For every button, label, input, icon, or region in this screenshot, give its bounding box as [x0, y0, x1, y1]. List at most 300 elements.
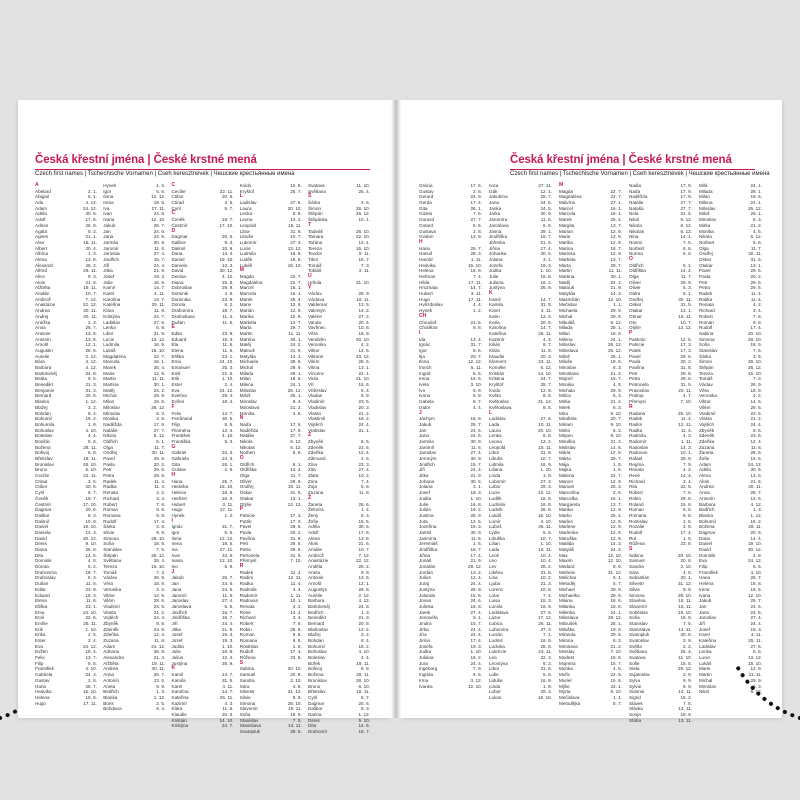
first-name: Mirosava: [559, 643, 578, 649]
name-day-date: 21. 2.: [750, 416, 762, 422]
first-name: Libor: [489, 666, 500, 672]
name-day-date: 17. 9.: [680, 188, 692, 194]
name-day-date: 28. 1.: [750, 188, 762, 194]
name-day-date: 9. 8.: [473, 325, 482, 331]
name-day-date: 13. 7.: [85, 655, 97, 661]
first-name: Miranda: [559, 632, 576, 638]
first-name: Bohuslav: [35, 427, 54, 433]
first-name: Kristián: [171, 717, 187, 723]
name-day-date: 31. 12.: [677, 581, 692, 587]
name-day-date: 29. 8.: [680, 495, 692, 501]
name-day-date: 7. 12.: [358, 552, 370, 558]
first-name: Sylvie: [629, 683, 642, 689]
name-day-date: 30. 12.: [82, 535, 97, 541]
name-day-date: 8. 3.: [361, 512, 370, 518]
first-name: Milena: [699, 200, 713, 206]
name-day-date: 5. 8.: [543, 672, 552, 678]
name-day-date: 24. 2.: [290, 342, 302, 348]
name-day-date: 19. 11.: [83, 285, 97, 291]
first-name: Luděk: [239, 256, 253, 262]
first-name: Radim: [629, 421, 643, 427]
first-name: Luděk: [489, 495, 502, 501]
first-name: Bernard: [308, 620, 325, 626]
name-day-date: 5. 8.: [543, 529, 552, 535]
name-day-date: 5. 7.: [361, 694, 370, 700]
name-day-date: 12. 12.: [467, 359, 482, 365]
first-name: Petronela: [239, 552, 260, 558]
letter-heading: C: [171, 182, 176, 188]
first-name: Eliška: [35, 603, 48, 609]
name-day-date: 27. 4.: [470, 450, 482, 456]
name-day-date: 12. 9.: [290, 313, 302, 319]
first-name: Judita: [419, 495, 432, 501]
first-name: Alfred: [35, 268, 48, 274]
name-day-date: 12. 10.: [607, 296, 622, 302]
first-name: Chrudoš: [419, 319, 437, 325]
name-day-date: 11. 7.: [750, 245, 762, 251]
first-name: Ferdinand: [171, 416, 193, 422]
name-day-date: 28. 10.: [747, 336, 762, 342]
first-name: Jindra: [419, 620, 432, 626]
first-name: Julie: [103, 279, 113, 285]
first-name: Irena: [419, 376, 430, 382]
name-day-date: 22. 7.: [290, 274, 302, 279]
first-name: Lubomír: [489, 478, 506, 484]
name-day-date: 21. 9.: [153, 268, 166, 274]
first-name: Marcela: [103, 359, 120, 365]
first-name: Ladislav: [699, 643, 716, 649]
first-name: Radovan: [629, 450, 648, 456]
name-day-date: 23. 1.: [85, 603, 97, 609]
name-day-date: 13. 1.: [290, 495, 302, 501]
first-name: Miroslava: [239, 404, 260, 410]
first-name: Mira: [559, 410, 568, 416]
name-day-date: 23. 5.: [358, 399, 370, 405]
name-day-date: 13. 6.: [750, 495, 762, 501]
name-day-date: 24. 5.: [153, 234, 166, 240]
name-day-date: 22. 12.: [82, 302, 97, 308]
first-name: Evelína: [171, 393, 187, 399]
name-day-date: 29. 7.: [610, 262, 622, 268]
first-name: Ingeborg: [419, 666, 438, 672]
first-name: Lucie: [699, 655, 710, 661]
first-name: Eva: [171, 387, 180, 393]
first-name: Čestmír: [35, 501, 52, 507]
name-day-date: 4. 3.: [292, 586, 302, 592]
name-day-date: 9. 8.: [156, 507, 166, 513]
name-day-date: 17. 11.: [468, 279, 482, 285]
name-day-date: 12. 4.: [358, 450, 370, 456]
name-day-date: 4. 4.: [361, 655, 370, 661]
first-name: Lukáš: [489, 512, 502, 518]
name-day-date: 8. 4.: [156, 706, 166, 712]
name-day-date: 10. 7.: [680, 319, 692, 325]
first-name: Aneta: [103, 683, 116, 689]
first-name: Miluše: [559, 359, 573, 365]
name-day-date: 2. 5.: [361, 456, 370, 461]
first-name: Felix: [171, 410, 182, 416]
name-day-date: 20. 2.: [750, 274, 762, 279]
first-name: Žofie: [699, 456, 710, 461]
name-day-date: 22. 7.: [610, 188, 622, 194]
first-name: Laura: [489, 427, 501, 433]
first-name: Denisa: [171, 274, 186, 279]
name-day-date: 29. 6.: [750, 279, 762, 285]
name-day-date: 17. 3.: [680, 342, 692, 348]
name-day-date: 8. 7.: [543, 342, 552, 348]
name-day-date: 13. 1.: [750, 262, 762, 268]
name-day-date: 11. 4.: [222, 313, 234, 319]
first-name: Jakubína: [489, 194, 508, 200]
name-day-date: 23. 5.: [750, 410, 762, 416]
first-name: Marlene: [559, 524, 576, 530]
name-day-date: 14. 7.: [153, 285, 166, 291]
name-day-date: 16. 11.: [678, 313, 692, 319]
first-name: Jirka: [419, 626, 429, 632]
first-name: Milica: [559, 393, 571, 399]
name-day-date: 13. 12.: [151, 336, 166, 342]
name-day-date: 13. 7.: [290, 319, 302, 325]
name-day-date: 15. 5.: [358, 518, 370, 524]
first-name: Valérie: [308, 313, 322, 319]
name-day-date: 22. 5.: [222, 370, 234, 376]
letter-heading: O: [629, 255, 633, 262]
first-name: Otýlie: [239, 501, 252, 507]
name-day-date: 5. 9.: [224, 564, 234, 570]
first-name: Libor: [239, 228, 250, 234]
first-name: Ženy: [308, 512, 319, 518]
first-name: Erik: [35, 626, 43, 632]
first-name: Zdeňka: [699, 438, 715, 444]
first-name: Tomáš: [308, 262, 322, 268]
name-day-date: 18. 11.: [356, 689, 370, 695]
name-day-date: 26. 1.: [470, 205, 482, 211]
name-day-date: 17. 12.: [537, 615, 552, 621]
first-name: Juraj: [419, 581, 429, 587]
name-day-date: 23. 1.: [222, 353, 234, 359]
first-name: Svatoslav: [629, 638, 649, 643]
letter-heading: R: [629, 403, 633, 410]
first-name: Julius: [419, 575, 431, 581]
name-day-date: 9. 8.: [753, 319, 762, 325]
first-name: Ivana: [699, 592, 711, 598]
name-day-date: 30. 11.: [83, 308, 97, 314]
name-day-date: 12. 1.: [358, 581, 370, 587]
first-name: Marie: [699, 666, 711, 672]
first-name: Arnošt: [308, 581, 322, 587]
name-day-date: 26. 7.: [750, 490, 762, 496]
name-day-date: 6. 8.: [88, 450, 97, 456]
first-name: Erik: [171, 376, 180, 382]
first-name: Bohumil: [699, 518, 716, 524]
name-day-date: 14. 2.: [358, 308, 370, 314]
first-name: Matyáš: [559, 547, 574, 552]
first-name: Petra: [103, 473, 115, 479]
name-day-date: 29. 9.: [222, 285, 234, 291]
first-name: Jindřich: [171, 609, 188, 615]
first-name: Libor: [489, 450, 500, 456]
name-day-date: 28. 10.: [747, 359, 762, 365]
name-day-date: 18. 11.: [83, 239, 97, 245]
first-name: Alois: [308, 541, 318, 547]
first-name: Diana: [35, 547, 48, 552]
first-name: Jaromíra: [489, 217, 508, 223]
first-name: Vavřinec: [308, 325, 326, 331]
name-day-date: 4. 2.: [683, 467, 692, 473]
first-name: Lilian: [489, 541, 500, 547]
name-day-date: 27. 7.: [290, 433, 302, 439]
first-name: Kvĕta: [489, 393, 501, 399]
name-day-date: 4. 3.: [683, 433, 692, 439]
first-name: Lubor: [489, 689, 501, 695]
name-day-date: 20. 6.: [85, 507, 97, 513]
name-day-date: 4. 2.: [156, 490, 166, 496]
name-day-date: 19. 3.: [153, 274, 166, 279]
name-day-date: 25. 8.: [540, 507, 552, 513]
letter-heading: P: [629, 329, 633, 336]
first-name: Pavel: [103, 456, 115, 461]
first-name: Jeremiáš: [419, 541, 438, 547]
name-day-date: 15. 5.: [680, 660, 692, 666]
name-day-date: 3. 9.: [683, 672, 692, 678]
first-name: Oldřich: [103, 438, 118, 444]
name-day-date: 25. 7.: [750, 598, 762, 604]
name-day-date: 4. 2.: [753, 302, 762, 308]
first-name: Luisa: [489, 598, 500, 604]
first-name: Šárka: [699, 353, 712, 359]
first-name: Petra: [239, 547, 251, 552]
name-day-date: 18. 10.: [151, 347, 166, 353]
name-day-date: 27. 11.: [219, 547, 234, 552]
first-name: Laura: [239, 205, 252, 211]
first-name: Lea: [489, 655, 497, 661]
first-name: Hugo: [35, 700, 46, 706]
name-day-date: 24. 4.: [358, 421, 370, 427]
name-day-date: 1. 2.: [473, 308, 482, 314]
first-name: Eva: [699, 558, 707, 564]
name-day-date: 12. 4.: [470, 575, 482, 581]
first-name: Milada: [239, 370, 254, 376]
first-name: Adolf: [308, 529, 319, 535]
first-name: Martin: [239, 330, 253, 336]
first-name: Martin: [103, 376, 117, 382]
first-name: Liběna: [489, 569, 503, 575]
first-name: Kryštof: [239, 188, 255, 194]
first-name: Samuel: [239, 672, 256, 678]
name-day-date: 2. 4.: [224, 382, 234, 388]
name-day-date: 13. 11.: [288, 723, 302, 729]
first-name: Silvie: [629, 586, 640, 592]
first-name: Marcel: [239, 285, 254, 291]
first-name: Anastázie: [35, 302, 56, 308]
name-day-date: 18. 9.: [750, 342, 762, 348]
first-name: Valentýn: [308, 308, 326, 314]
first-name: Svjatoslav: [629, 672, 650, 678]
first-name: Helena: [419, 268, 434, 274]
first-name: Gustava: [419, 228, 437, 234]
name-day-date: 31. 5.: [680, 382, 692, 388]
name-day-date: 5. 9.: [473, 393, 482, 399]
first-name: Ljuba: [489, 581, 501, 587]
name-day-date: 21. 9.: [470, 473, 482, 479]
name-day-date: 18. 6.: [610, 598, 622, 604]
first-name: Jaroslav: [103, 251, 121, 257]
first-name: Martina: [559, 274, 575, 279]
first-name: Zita: [308, 467, 316, 473]
first-name: Antonín: [35, 336, 51, 342]
name-day-date: 7. 5.: [473, 211, 482, 217]
first-name: Monika: [103, 416, 119, 422]
name-day-date: 25. 11.: [151, 302, 166, 308]
name-day-date: 7. 4.: [473, 274, 482, 279]
first-name: Ivan: [171, 552, 181, 558]
name-day-date: 4. 2.: [361, 342, 370, 348]
first-name: Jana: [171, 586, 182, 592]
first-name: Ada: [35, 200, 44, 206]
name-day-date: 24. 4.: [153, 262, 166, 268]
first-name: Jonatán: [419, 564, 436, 570]
name-day-date: 12. 10.: [467, 683, 482, 689]
name-day-date: 31. 7.: [470, 342, 482, 348]
name-day-date: 31. 3.: [85, 387, 97, 393]
name-day-date: 25. 11.: [83, 620, 97, 626]
name-day-date: 26. 12.: [607, 347, 622, 353]
name-day-date: 2. 12.: [85, 353, 97, 359]
name-day-date: 30. 9.: [470, 456, 482, 461]
first-name: Milenka: [559, 609, 575, 615]
first-name: Vlasta: [699, 416, 712, 422]
first-name: Miloušek: [559, 620, 578, 626]
name-day-date: 25. 4.: [610, 512, 622, 518]
name-day-date: 12. 9.: [610, 524, 622, 530]
first-name: Oliver: [629, 279, 641, 285]
name-day-date: 16. 8.: [470, 603, 482, 609]
first-name: Renata: [629, 467, 644, 473]
first-name: Irena: [699, 586, 710, 592]
name-day-date: 27. 6.: [540, 416, 552, 422]
first-name: Karin: [489, 313, 500, 319]
name-day-date: 26. 2.: [85, 262, 97, 268]
first-name: Radek: [239, 569, 254, 575]
first-name: Harold: [419, 256, 433, 262]
first-name: Kvido: [239, 183, 252, 188]
letter-heading: A: [35, 182, 39, 188]
name-day-date: 30. 9.: [153, 239, 166, 245]
letter-heading: D: [171, 227, 176, 234]
name-day-date: 29. 9.: [750, 677, 762, 683]
name-day-date: 24. 12.: [219, 387, 234, 393]
name-day-date: 1. 2.: [224, 512, 234, 518]
name-day-date: 29. 6.: [680, 376, 692, 382]
first-name: Blahoslav: [308, 626, 328, 632]
first-name: Štěpán: [699, 365, 714, 370]
name-day-date: 19. 3.: [470, 490, 482, 496]
first-name: Marie: [559, 234, 571, 240]
first-name: Rut: [629, 535, 637, 541]
name-day-date: 26. 12.: [151, 404, 166, 410]
first-name: Vladimír: [103, 603, 121, 609]
name-day-date: 24. 3.: [222, 456, 234, 461]
first-name: Marika: [559, 507, 573, 513]
first-name: Petr: [103, 467, 112, 473]
name-day-date: 26. 11.: [538, 620, 552, 626]
name-day-date: 5. 2.: [88, 228, 97, 234]
first-name: Kvĕtoslava: [489, 404, 512, 410]
first-name: Milá: [699, 183, 708, 188]
first-name: Radek: [699, 291, 713, 297]
first-name: Kvĕtoslav: [489, 399, 509, 405]
name-day-date: 12. 12.: [219, 535, 234, 541]
first-name: Jaroslav: [171, 598, 189, 604]
first-name: Elena: [171, 347, 184, 353]
first-name: Miloš: [239, 393, 251, 399]
first-name: Drahoslav: [35, 575, 56, 581]
first-name: Sigrid: [629, 694, 641, 700]
first-name: Václav: [308, 291, 322, 297]
first-name: Lucie: [239, 245, 251, 251]
name-day-date: 14. 7.: [222, 672, 234, 678]
first-name: Kryštof: [489, 382, 504, 388]
first-name: Nikol: [699, 689, 710, 695]
first-name: Olivie: [629, 285, 641, 291]
first-name: Ingrid: [419, 370, 431, 376]
first-name: Oliver: [239, 478, 252, 484]
first-name: Roman: [239, 632, 255, 638]
first-name: Magda: [559, 188, 574, 194]
first-name: Dagmar: [308, 700, 325, 706]
name-day-date: 30. 11.: [748, 251, 762, 257]
first-name: Iva: [103, 205, 110, 211]
name-day-date: 1. 1.: [613, 694, 622, 700]
first-name: Izidor: [419, 404, 431, 410]
name-day-date: 23. 9.: [222, 330, 234, 336]
first-name: Justýna: [489, 285, 505, 291]
name-day-date: 24. 10.: [82, 609, 97, 615]
name-day-date: 12. 11.: [288, 575, 302, 581]
letter-heading: Š: [308, 193, 312, 200]
first-name: Světlana: [629, 649, 647, 655]
name-day-date: 15. 7.: [470, 461, 482, 467]
name-day-date: 31. 12.: [537, 399, 552, 405]
name-day-date: 31. 8.: [290, 535, 302, 541]
first-name: Sylva: [629, 677, 641, 683]
name-day-date: 12. 9.: [610, 478, 622, 484]
first-name: Sabina: [699, 330, 714, 336]
name-day-date: 13. 5.: [358, 302, 370, 308]
letter-heading: N: [239, 415, 244, 422]
name-day-date: 30. 8.: [290, 729, 302, 734]
first-name: Ivica: [489, 183, 499, 188]
first-name: Michael: [559, 586, 575, 592]
name-day-date: 13. 1.: [680, 308, 692, 314]
first-name: Věra: [103, 581, 113, 587]
name-day-date: 2. 8.: [224, 467, 234, 473]
name-day-date: 18. 7.: [358, 729, 370, 734]
first-name: Libor: [103, 330, 114, 336]
name-day-date: 15. 2.: [680, 694, 692, 700]
name-day-date: 28. 9.: [153, 575, 166, 581]
first-name: Drahomíra: [35, 569, 57, 575]
first-name: Adam: [103, 643, 116, 649]
letter-heading: O: [239, 455, 244, 461]
first-name: Hedvika: [35, 689, 52, 695]
first-name: Pavla: [699, 274, 711, 279]
first-name: Bartoloměj: [308, 603, 330, 609]
first-name: Pavla: [629, 359, 641, 365]
first-name: Anna: [103, 672, 114, 678]
first-name: Vratislav: [308, 427, 326, 433]
first-name: Benedikt: [35, 382, 53, 388]
